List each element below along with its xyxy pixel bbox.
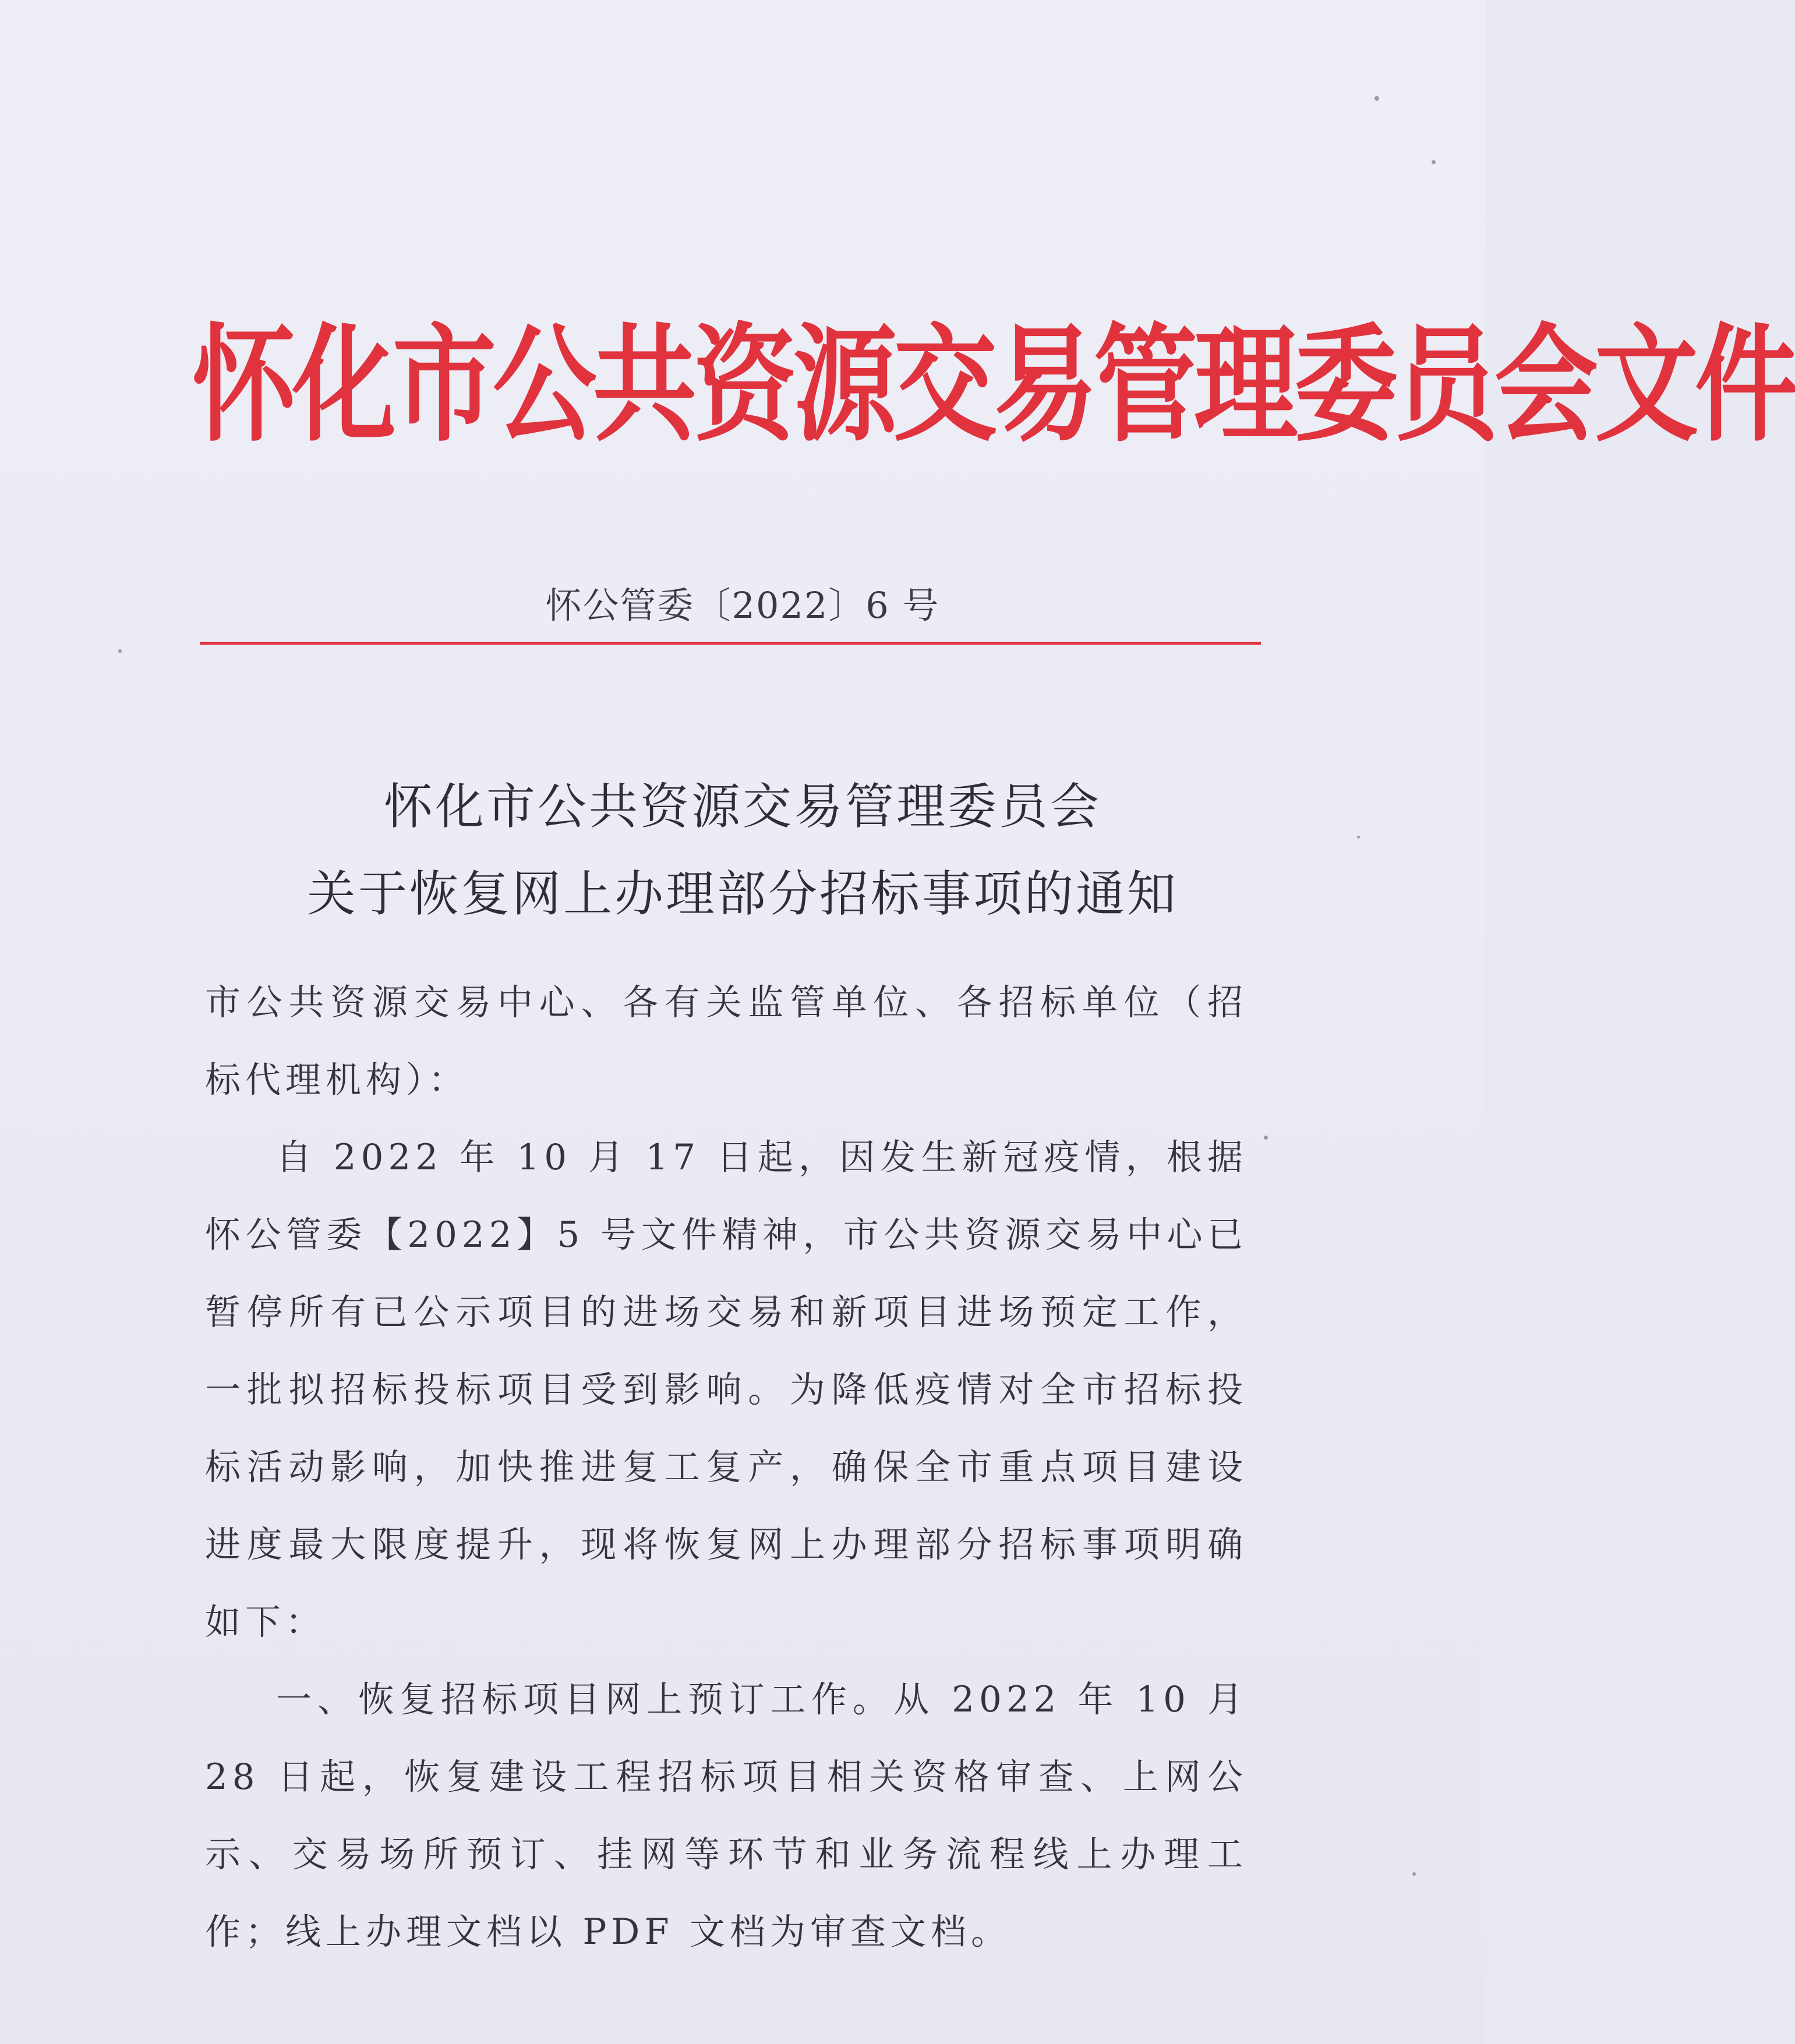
notice-title-line-1: 怀化市公共资源交易管理委员会: [383, 778, 1101, 835]
notice-title-line-2: 关于恢复网上办理部分招标事项的通知: [306, 865, 1178, 922]
notice-body: [205, 964, 1248, 1971]
document-header-title: 怀化市公共资源交易管理委员会文件: [192, 312, 1795, 459]
scan-speck: [118, 649, 122, 653]
scan-speck: [1264, 1136, 1268, 1140]
scan-speck: [1412, 1872, 1416, 1876]
document-number: 怀公管委〔2022〕6 号: [545, 584, 940, 627]
header-divider: [200, 642, 1261, 645]
salutation: 市公共资源交易中心、各有关监管单位、各招标单位（招标代理机构）：: [205, 982, 1248, 1101]
scan-speck: [1374, 96, 1379, 101]
body-paragraph-2: 一、恢复招标项目网上预订工作。从 2022 年 10 月 28 日起，恢复建设工程招标项目相关资格审查、上网公示、交易场所预订、挂网等环节和业务流程线上办理工作；线上办理文档以 PDF 文档为审查文档。: [205, 1679, 1248, 1953]
scan-speck: [1432, 160, 1436, 164]
notice-title: [0, 763, 1485, 938]
body-paragraph-1: 自 2022 年 10 月 17 日起，因发生新冠疫情，根据怀公管委【2022】5 号文件精神，市公共资源交易中心已暂停所有已公示项目的进场交易和新项目进场预定工作，一批拟招标投标项目受到影响。为降低疫情对全市招标投标活动影响，加快推进复工复产，确保全市重点项目建设进度最大限度提升，现将恢复网上办理部分招标事项明确如下：: [205, 1137, 1248, 1643]
